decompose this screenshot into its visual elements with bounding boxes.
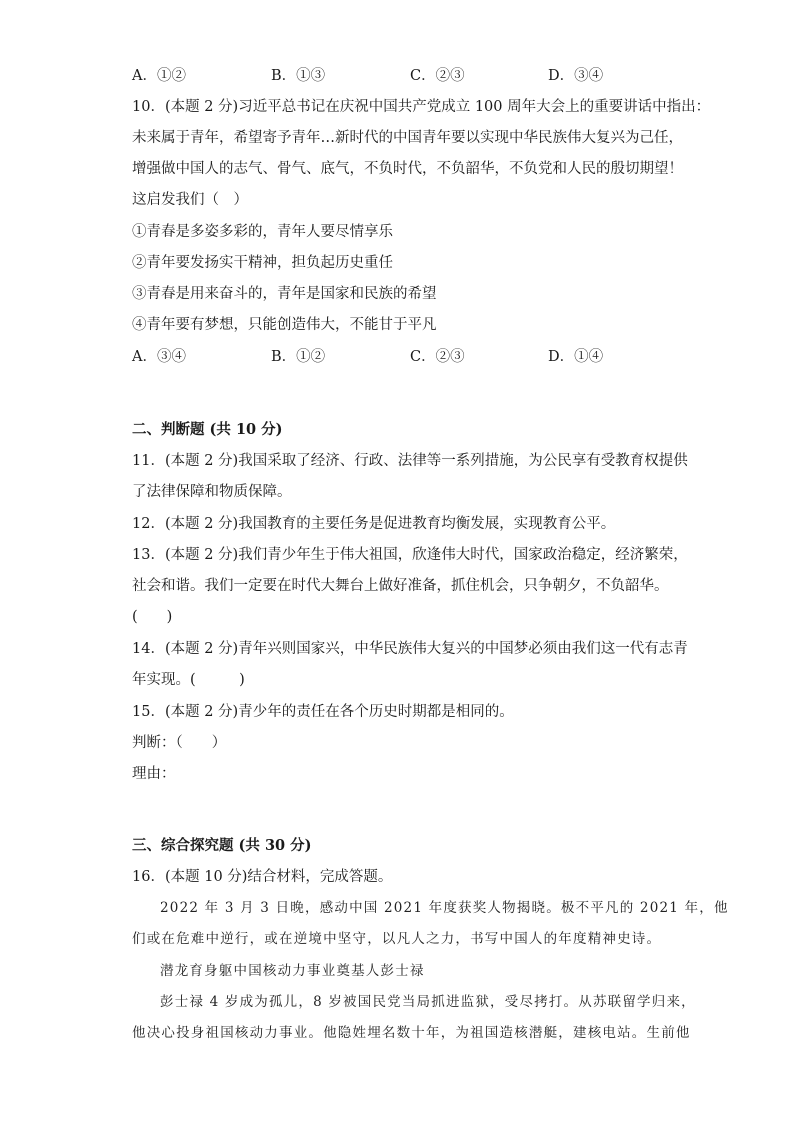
- question-line: 14．(本题 2 分)青年兴则国家兴，中华民族伟大复兴的中国梦必须由我们这一代有志青: [132, 641, 688, 657]
- question-line: 社会和谐。我们一定要在时代大舞台上做好准备，抓住机会，只争朝夕，不负韶华。: [132, 578, 669, 594]
- material-paragraph: 彭士禄 4 岁成为孤儿，8 岁被国民党当局抓进监狱，受尽拷打。从苏联留学归来，: [160, 994, 696, 1010]
- q10-options: [132, 347, 652, 367]
- judgement-label: 判断：（ ）: [132, 735, 227, 751]
- statement-2: ②青年要发扬实干精神，担负起历史重任: [132, 255, 393, 271]
- option-a: A．③④: [132, 349, 186, 365]
- question-line: 年实现。( ): [132, 672, 245, 688]
- reason-label: 理由：: [132, 766, 176, 782]
- question-line: 12．(本题 2 分)我国教育的主要任务是促进教育均衡发展，实现教育公平。: [132, 516, 616, 532]
- option-c: C．②③: [410, 349, 465, 365]
- material-subtitle: 潜龙育身躯中国核动力事业奠基人彭士禄: [160, 963, 425, 979]
- option-d: D．③④: [548, 68, 604, 84]
- material-paragraph: 他决心投身祖国核动力事业。他隐姓埋名数十年，为祖国造核潜艇，建核电站。生前他: [132, 1025, 691, 1041]
- q9-options: [132, 66, 652, 86]
- question-10-line: 增强做中国人的志气、骨气、底气，不负时代，不负韶华，不负党和人民的殷切期望！: [132, 161, 683, 177]
- option-b: B．①③: [271, 68, 326, 84]
- question-line: 15．(本题 2 分)青少年的责任在各个历史时期都是相同的。: [132, 704, 514, 720]
- statement-3: ③青春是用来奋斗的，青年是国家和民族的希望: [132, 286, 437, 302]
- question-10-line: 这启发我们（ ）: [132, 192, 248, 208]
- section-heading: 三、综合探究题 (共 30 分): [132, 837, 312, 854]
- option-a: A．①②: [132, 68, 186, 84]
- material-paragraph: 2022 年 3 月 3 日晚，感动中国 2021 年度获奖人物揭晓。极不平凡的 2021 年，他: [160, 900, 729, 916]
- option-b: B．①②: [271, 349, 326, 365]
- question-line: 11．(本题 2 分)我国采取了经济、行政、法律等一系列措施，为公民享有受教育权提供: [132, 453, 688, 469]
- option-d: D．①④: [548, 349, 604, 365]
- statement-1: ①青春是多姿多彩的，青年人要尽情享乐: [132, 224, 393, 240]
- answer-bracket: ( ): [132, 609, 173, 625]
- statement-4: ④青年要有梦想，只能创造伟大，不能甘于平凡: [132, 317, 437, 333]
- question-line: 13．(本题 2 分)我们青少年生于伟大祖国，欣逢伟大时代，国家政治稳定，经济繁荣，: [132, 547, 688, 563]
- option-c: C．②③: [410, 68, 465, 84]
- material-paragraph: 们或在危难中逆行，或在逆境中坚守，以凡人之力，书写中国人的年度精神史诗。: [132, 931, 662, 947]
- question-16: 16．(本题 10 分)结合材料，完成答题。: [132, 869, 393, 885]
- question-line: 了法律保障和物质保障。: [132, 484, 292, 500]
- question-10-line: 10．(本题 2 分)习近平总书记在庆祝中国共产党成立 100 周年大会上的重要讲话中指出：: [132, 99, 711, 115]
- section-heading: 二、判断题 (共 10 分): [132, 421, 283, 438]
- question-10-line: 未来属于青年，希望寄予青年…新时代的中国青年要以实现中华民族伟大复兴为己任，: [132, 130, 683, 146]
